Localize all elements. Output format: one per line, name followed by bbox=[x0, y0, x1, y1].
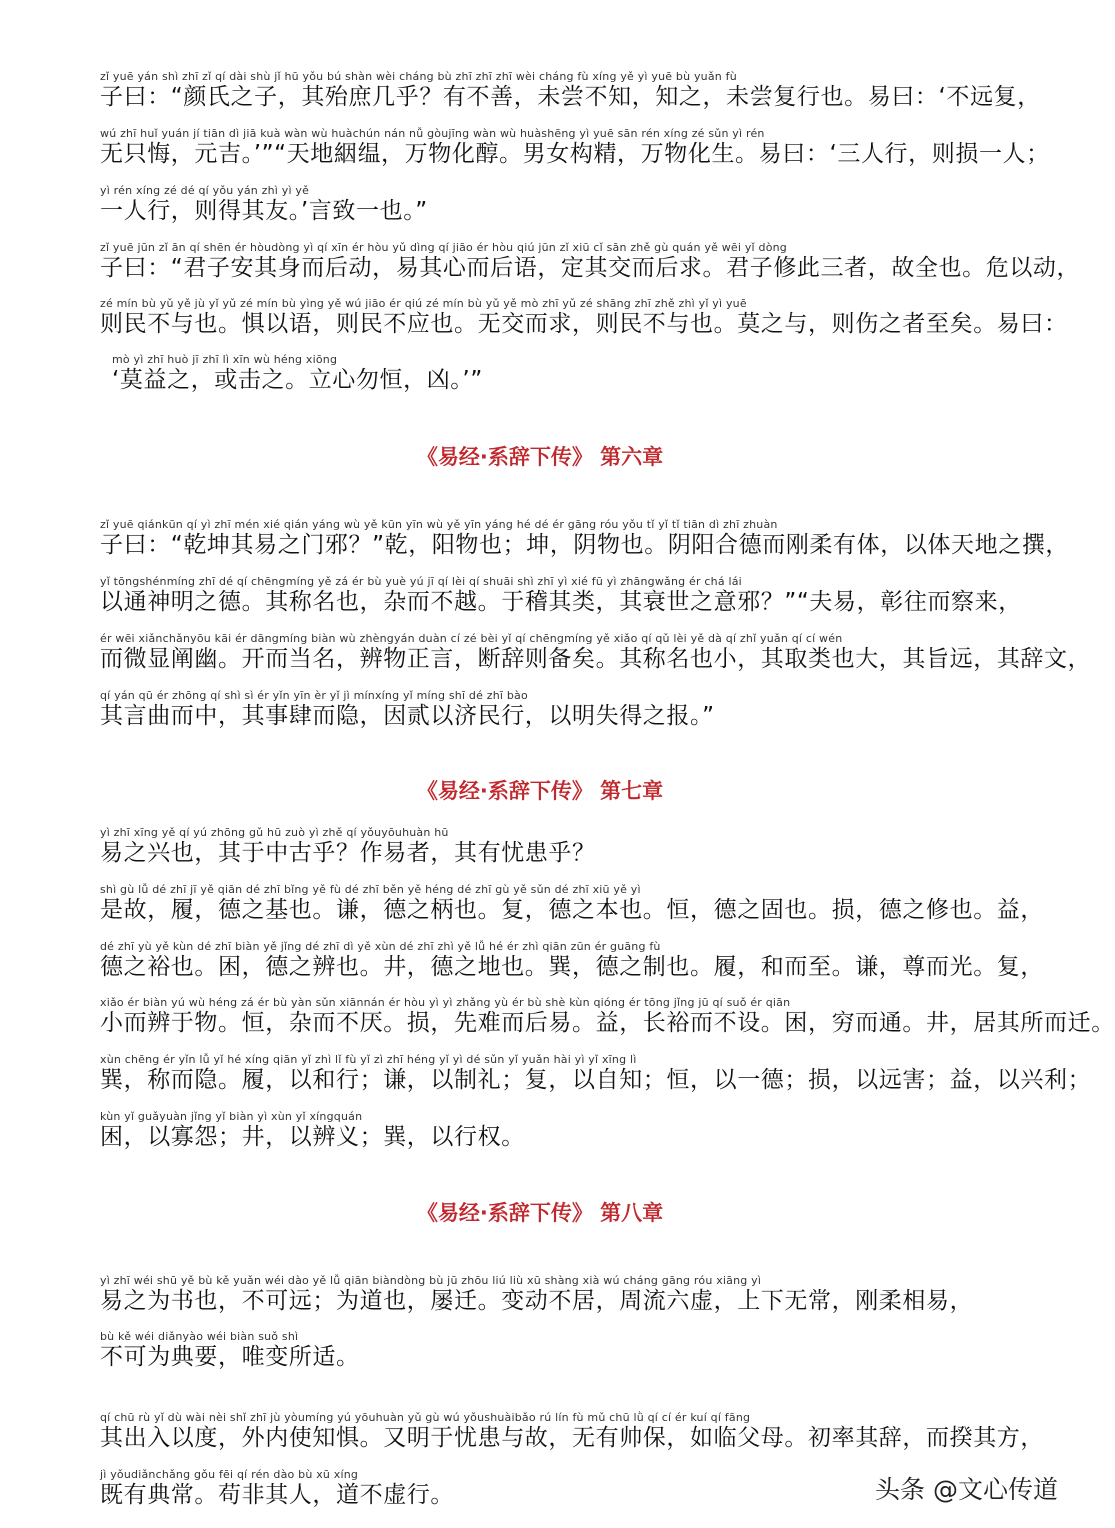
text-line bbox=[100, 1468, 980, 1509]
text-line bbox=[100, 826, 980, 867]
pinyin-row: xùn chēng ér yǐn lǚ yǐ hé xíng qiān yǐ zhì lǐ fù yǐ zì zhī héng yǐ yì dé sǔn yǐ yuǎn hài yì yǐ xīng lì bbox=[100, 1053, 637, 1066]
text-line bbox=[100, 883, 1044, 924]
pinyin-row: ér wēi xiǎnchǎnyōu kāi ér dāngmíng biàn wù zhèngyán duàn cí zé bèi yǐ qí chēngmíng yě xiǎo qí qǔ lèi yě dà qí zhǐ yuǎn qí cí wén bbox=[100, 632, 843, 645]
hanzi-row: 困，以寡怨；井，以辨义；巽，以行权。 bbox=[100, 1124, 525, 1150]
hanzi-row: 易之为书也，不可远；为道也，屡迁。变动不居，周流六虚，上下无常，刚柔相易， bbox=[100, 1288, 974, 1314]
hanzi-row: 小而辨于物。恒，杂而不厌。损，先难而后易。益，长裕而不设。困，穷而通。井，居其所而迁。 bbox=[100, 1010, 1115, 1036]
hanzi-row: 德之裕也。困，德之辨也。井，德之地也。巽，德之制也。履，和而至。谦，尊而光。复， bbox=[100, 954, 1044, 980]
chapter-heading: 《易经·系辞下传》 第七章 bbox=[416, 779, 664, 803]
text-line bbox=[100, 940, 1044, 981]
pinyin-row: mò yì zhī huò jī zhī lì xīn wù héng xiōng bbox=[112, 353, 338, 366]
pinyin-row: zǐ yuē yán shì zhī zǐ qí dài shù jǐ hū yǒu bú shàn wèi cháng bù zhī zhī zhī wèi cháng fù xíng yě yì yuē bù yuǎn fù bbox=[100, 70, 737, 83]
text-line bbox=[100, 70, 1041, 111]
hanzi-row: 以通神明之德。其称名也，杂而不越。于稽其类，其衰世之意邪？”“夫易，彰往而察来， bbox=[100, 589, 1022, 615]
hanzi-row: 其出入以度，外内使知惧。又明于忧患与故，无有帅保，如临父母。初率其辞，而揆其方， bbox=[100, 1425, 1044, 1451]
text-line bbox=[100, 127, 1050, 168]
text-line bbox=[112, 353, 992, 394]
hanzi-row: 子曰：“颜氏之子，其殆庶几乎？有不善，未尝不知，知之，未尝复行也。易曰：‘不远复， bbox=[100, 84, 1041, 110]
hanzi-row: 既有典常。苟非其人，道不虚行。 bbox=[100, 1482, 454, 1508]
pinyin-row: yǐ tōngshénmíng zhī dé qí chēngmíng yě zá ér bù yuè yú jī qí lèi qí shuāi shì zhī yì xié fū yì zhāngwǎng ér chá lái bbox=[100, 575, 742, 588]
pinyin-row: qí chū rù yǐ dù wài nèi shǐ zhī jù yòumíng yú yōuhuàn yǔ gù wú yǒushuàibǎo rú lín fù mǔ chū lǜ qí cí ér kuí qí fāng bbox=[100, 1411, 751, 1424]
pinyin-row: shì gù lǚ dé zhī jī yě qiān dé zhī bǐng yě fù dé zhī běn yě héng dé zhī gù yě sǔn dé zhī xiū yě yì bbox=[100, 883, 641, 896]
text-line bbox=[100, 1411, 1044, 1452]
pinyin-row: wú zhī huǐ yuán jí tiān dì jiā kuà wàn wù huàchún nán nǚ gòujīng wàn wù huàshēng yì yuē sān rén xíng zé sǔn yì rén bbox=[100, 127, 765, 140]
hanzi-row: 巽，称而隐。履，以和行；谦，以制礼；复，以自知；恒，以一德；损，以远害；益，以兴利； bbox=[100, 1067, 1092, 1093]
text-line bbox=[100, 632, 1092, 673]
hanzi-row: 易之兴也，其于中古乎？作易者，其有忧患乎？ bbox=[100, 840, 596, 866]
watermark-label: 头条 @文心传道 bbox=[875, 1475, 1058, 1504]
text-line bbox=[100, 689, 980, 730]
pinyin-row: dé zhī yù yě kùn dé zhī biàn yě jǐng dé zhī dì yě xùn dé zhī zhì yě lǚ hé ér zhì qiān zūn ér guāng fù bbox=[100, 940, 661, 953]
hanzi-row: ‘莫益之，或击之。立心勿恒，凶。’” bbox=[112, 367, 483, 393]
hanzi-row: 则民不与也。惧以语，则民不应也。无交而求，则民不与也。莫之与，则伤之者至矣。易曰： bbox=[100, 311, 1068, 337]
pinyin-row: qí yán qū ér zhōng qí shì sì ér yǐn yīn èr yǐ jì mínxíng yǐ míng shī dé zhī bào bbox=[100, 689, 528, 702]
text-line bbox=[100, 996, 1115, 1037]
hanzi-row: 无只悔，元吉。’”“天地絪缊，万物化醇。男女构精，万物化生。易曰：‘三人行，则损一人； bbox=[100, 141, 1050, 167]
text-line bbox=[100, 1053, 1092, 1094]
pinyin-row: jì yǒudiǎnchǎng gǒu fēi qí rén dào bù xū xíng bbox=[100, 1468, 359, 1481]
hanzi-row: 不可为典要，唯变所适。 bbox=[100, 1344, 360, 1370]
chapter-heading: 《易经·系辞下传》 第六章 bbox=[416, 445, 664, 469]
hanzi-row: 子曰：“君子安其身而后动，易其心而后语，定其交而后求。君子修此三者，故全也。危以动， bbox=[100, 255, 1081, 281]
pinyin-row: bù kě wéi diǎnyào wéi biàn suǒ shì bbox=[100, 1330, 299, 1343]
pinyin-row: zǐ yuē qiánkūn qí yì zhī mén xié qián yáng wù yě kūn yīn wù yě yīn yáng hé dé ér gāng róu yǒu tǐ yǐ tǐ tiān dì zhī zhuàn bbox=[100, 518, 778, 531]
hanzi-row: 一人行，则得其友。’言致一也。” bbox=[100, 198, 428, 224]
hanzi-row: 子曰：“乾坤其易之门邪？”乾，阳物也；坤，阴物也。阴阳合德而刚柔有体，以体天地之撰， bbox=[100, 532, 1070, 558]
pinyin-row: yì zhī xīng yě qí yú zhōng gǔ hū zuò yì zhě qí yǒuyōuhuàn hū bbox=[100, 826, 449, 839]
pinyin-row: xiǎo ér biàn yú wù héng zá ér bù yàn sǔn xiānnán ér hòu yì yì zhǎng yù ér bù shè kùn qióng ér tōng jǐng jū qí suǒ ér qiān bbox=[100, 996, 791, 1009]
pinyin-row: kùn yǐ guǎyuàn jǐng yǐ biàn yì xùn yǐ xíngquán bbox=[100, 1110, 363, 1123]
hanzi-row: 其言曲而中，其事肆而隐，因贰以济民行，以明失得之报。” bbox=[100, 703, 715, 729]
text-line bbox=[100, 1274, 980, 1315]
pinyin-row: yì rén xíng zé dé qí yǒu yán zhì yì yě bbox=[100, 184, 310, 197]
hanzi-row: 而微显阐幽。开而当名，辨物正言，断辞则备矣。其称名也小，其取类也大，其旨远，其辞文， bbox=[100, 646, 1092, 672]
text-line bbox=[100, 297, 1068, 338]
pinyin-row: yì zhī wéi shū yě bù kě yuǎn wéi dào yě lǚ qiān biàndòng bù jū zhōu liú liù xū shàng xià wú cháng gāng róu xiāng yì bbox=[100, 1274, 762, 1287]
text-line bbox=[100, 575, 1022, 616]
text-line bbox=[100, 1330, 980, 1371]
pinyin-row: zǐ yuē jūn zǐ ān qí shēn ér hòudòng yì qí xīn ér hòu yǔ dìng qí jiāo ér hòu qiú jūn zǐ xiū cǐ sān zhě gù quán yě wēi yǐ dòng bbox=[100, 241, 787, 254]
text-line bbox=[100, 241, 1081, 282]
pinyin-row: zé mín bù yǔ yě jù yǐ yǔ zé mín bù yìng yě wú jiāo ér qiú zé mín bù yǔ yě mò zhī yǔ zé shāng zhī zhě zhì yǐ yì yuē bbox=[100, 297, 747, 310]
hanzi-row: 是故，履，德之基也。谦，德之柄也。复，德之本也。恒，德之固也。损，德之修也。益， bbox=[100, 897, 1044, 923]
text-line bbox=[100, 518, 1070, 559]
chapter-heading: 《易经·系辞下传》 第八章 bbox=[416, 1201, 664, 1225]
text-line bbox=[100, 1110, 980, 1151]
text-line bbox=[100, 184, 980, 225]
